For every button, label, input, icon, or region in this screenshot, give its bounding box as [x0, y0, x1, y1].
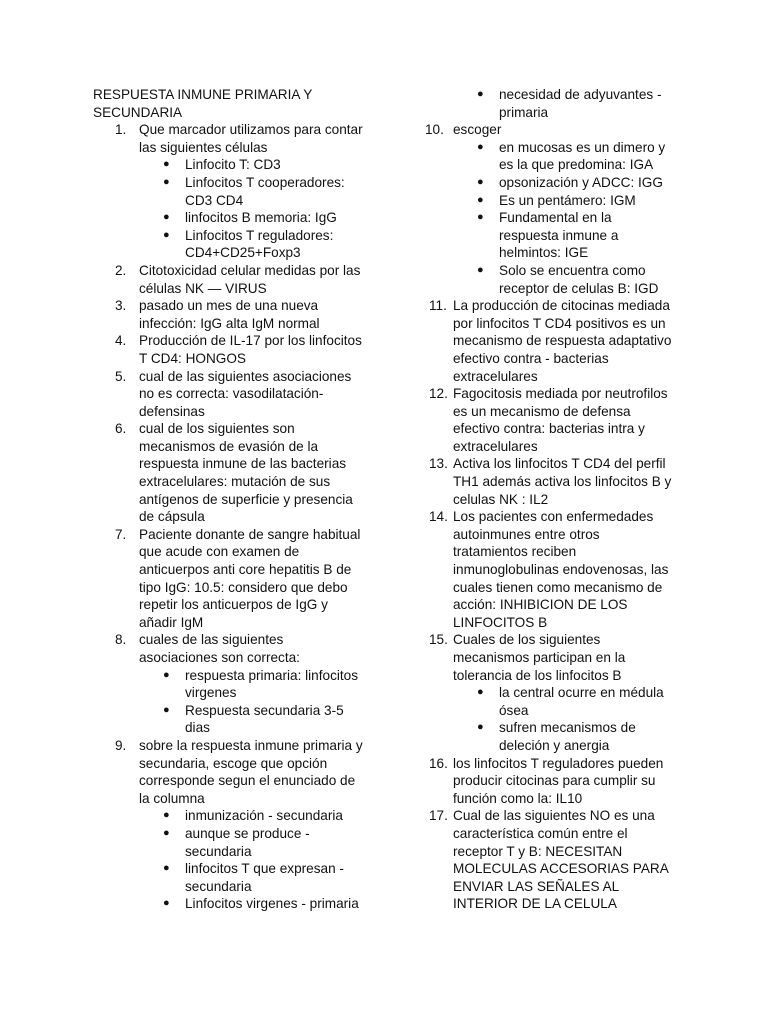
question-16	[425, 755, 685, 808]
question-number: 11.	[429, 298, 447, 314]
question-13	[425, 455, 685, 508]
bullet-icon: ●	[477, 140, 484, 153]
list-item: ● linfocitos T que expresan - secundaria	[163, 861, 344, 894]
left-column	[93, 86, 373, 913]
question-number: 12.	[429, 386, 448, 402]
question-number: 2.	[115, 262, 127, 278]
bullet-icon: ●	[477, 211, 484, 224]
question-text: pasado un mes de una nueva infección: IgG alta IgM normal	[139, 298, 320, 331]
question-text: Cual de las siguientes NO es una característica común entre el receptor T y B: NECESITAN MOLECULAS ACCESORIAS PARA ENVIAR LAS SEÑALES AL INTERIOR DE LA CELULA	[453, 808, 669, 912]
question-number: 15.	[429, 632, 448, 648]
list-item: ● Solo se encuentra como receptor de celulas B: IGD	[477, 262, 659, 296]
list-item: ● Es un pentámero: IGM	[477, 192, 636, 208]
question-text: cual de los siguientes son mecanismos de evasión de la respuesta inmune de las bacterias extracelulares: mutación de sus antígenos de superficie y presencia de cápsula	[139, 421, 353, 525]
question-number: 5.	[115, 368, 127, 384]
question-5	[93, 368, 373, 421]
list-item: ● en mucosas es un dimero y es la que predomina: IGA	[477, 139, 666, 173]
question-3	[93, 297, 373, 332]
list-item: ● Linfocitos T reguladores: CD4+CD25+Foxp3	[163, 227, 334, 261]
question-14	[425, 508, 685, 631]
question-number: 7.	[115, 526, 127, 542]
bullet-icon: ●	[477, 686, 484, 699]
question-list-continued	[425, 121, 685, 913]
bullet-icon: ●	[163, 862, 170, 875]
question-4	[93, 332, 373, 367]
answer-list	[453, 139, 685, 297]
question-number: 10.	[425, 122, 444, 138]
question-number: 13.	[429, 456, 448, 472]
question-text: Producción de IL-17 por los linfocitos T CD4: HONGOS	[139, 333, 362, 366]
right-column	[425, 86, 685, 913]
question-text: sobre la respuesta inmune primaria y secundaria, escoge que opción corresponde segun el enunciado de la columna	[139, 737, 363, 806]
question-number: 6.	[115, 421, 127, 437]
answer-list	[139, 807, 373, 913]
question-number: 17.	[429, 808, 448, 824]
bullet-icon: ●	[163, 175, 170, 188]
bullet-icon: ●	[163, 158, 170, 171]
question-text: cual de las siguientes asociaciones no es correcta: vasodilatación-defensinas	[139, 368, 352, 419]
question-text: Paciente donante de sangre habitual que acude con examen de anticuerpos anti core hepatitis B de tipo IgG: 10.5: considero que debo repetir los anticuerpos de IgG y añadir IgM	[139, 526, 361, 630]
question-text: cuales de las siguientes asociaciones son correcta:	[139, 632, 300, 665]
bullet-icon: ●	[163, 211, 170, 224]
question-list	[93, 121, 373, 913]
list-item: ● Respuesta secundaria 3-5 dias	[163, 702, 344, 736]
list-item: ● Linfocito T: CD3	[163, 157, 281, 173]
question-number: 9.	[115, 737, 127, 753]
list-item: ● respuesta primaria: linfocitos virgenes	[163, 667, 359, 701]
question-11	[425, 297, 685, 385]
question-text: La producción de citocinas mediada por linfocitos T CD4 positivos es un mecanismo de respuesta adaptativo efectivo contra - bacterias extracelulares	[453, 298, 672, 384]
answer-list-continued	[425, 86, 685, 121]
question-text: los linfocitos T reguladores pueden producir citocinas para cumplir su función como la: IL10	[453, 755, 664, 806]
question-number: 8.	[115, 632, 127, 648]
bullet-icon: ●	[163, 897, 170, 910]
question-8	[93, 631, 373, 737]
bullet-icon: ●	[163, 668, 170, 681]
question-number: 1.	[115, 122, 127, 138]
question-text: Fagocitosis mediada por neutrofilos es un mecanismo de defensa efectivo contra: bacterias intra y extracelulares	[453, 386, 668, 454]
question-6	[93, 420, 373, 526]
bullet-icon: ●	[163, 228, 170, 241]
bullet-icon: ●	[477, 175, 484, 188]
question-text: Activa los linfocitos T CD4 del perfil TH1 además activa los linfocitos B y celulas NK : IL2	[453, 456, 672, 507]
question-7	[93, 526, 373, 632]
question-text: Los pacientes con enfermedades autoinmunes entre otros tratamientos reciben inmunoglobulinas endovenosas, las cuales tienen como mecanismo de acción: INHIBICION DE LOS LINFOCITOS B	[453, 509, 669, 630]
question-text: Cuales de los siguientes mecanismos participan en la tolerancia de los linfocitos B	[453, 632, 626, 683]
question-text: Que marcador utilizamos para contar las siguientes células	[139, 122, 363, 155]
question-2	[93, 262, 373, 297]
question-number: 4.	[115, 333, 127, 349]
bullet-icon: ●	[163, 809, 170, 822]
question-text: escoger	[453, 122, 502, 138]
list-item: ● Linfocitos T cooperadores: CD3 CD4	[163, 174, 345, 208]
answer-list	[139, 156, 373, 262]
question-number: 16.	[429, 755, 448, 771]
list-item: ● la central ocurre en médula ósea	[477, 685, 664, 718]
list-item: ● aunque se produce - secundaria	[163, 825, 310, 859]
list-item: ● necesidad de adyuvantes - primaria	[477, 87, 662, 120]
list-item: ● Linfocitos virgenes - primaria	[163, 896, 359, 912]
answer-list	[453, 684, 685, 754]
bullet-icon: ●	[477, 193, 484, 206]
question-1	[93, 121, 373, 262]
list-item: ● sufren mecanismos de deleción y anergia	[477, 720, 636, 753]
question-text: Citotoxicidad celular medidas por las células NK — VIRUS	[139, 262, 361, 296]
bullet-icon: ●	[163, 826, 170, 839]
bullet-icon: ●	[477, 263, 484, 276]
bullet-icon: ●	[477, 721, 484, 734]
question-9	[93, 737, 373, 913]
answer-list	[139, 667, 373, 737]
list-item: ● opsonización y ADCC: IGG	[477, 174, 663, 190]
bullet-icon: ●	[163, 703, 170, 716]
list-item: ● inmunización - secundaria	[163, 808, 343, 824]
bullet-icon: ●	[477, 88, 484, 100]
list-item: ● Fundamental en la respuesta inmune a helmintos: IGE	[477, 210, 619, 261]
question-number: 3.	[115, 298, 127, 314]
question-17	[425, 807, 685, 913]
question-10	[425, 121, 685, 297]
question-12	[425, 385, 685, 455]
document-title: RESPUESTA INMUNE PRIMARIA Y SECUNDARIA	[93, 87, 313, 120]
question-15	[425, 631, 685, 754]
list-item: ● linfocitos B memoria: IgG	[163, 210, 337, 226]
question-number: 14.	[429, 509, 448, 525]
